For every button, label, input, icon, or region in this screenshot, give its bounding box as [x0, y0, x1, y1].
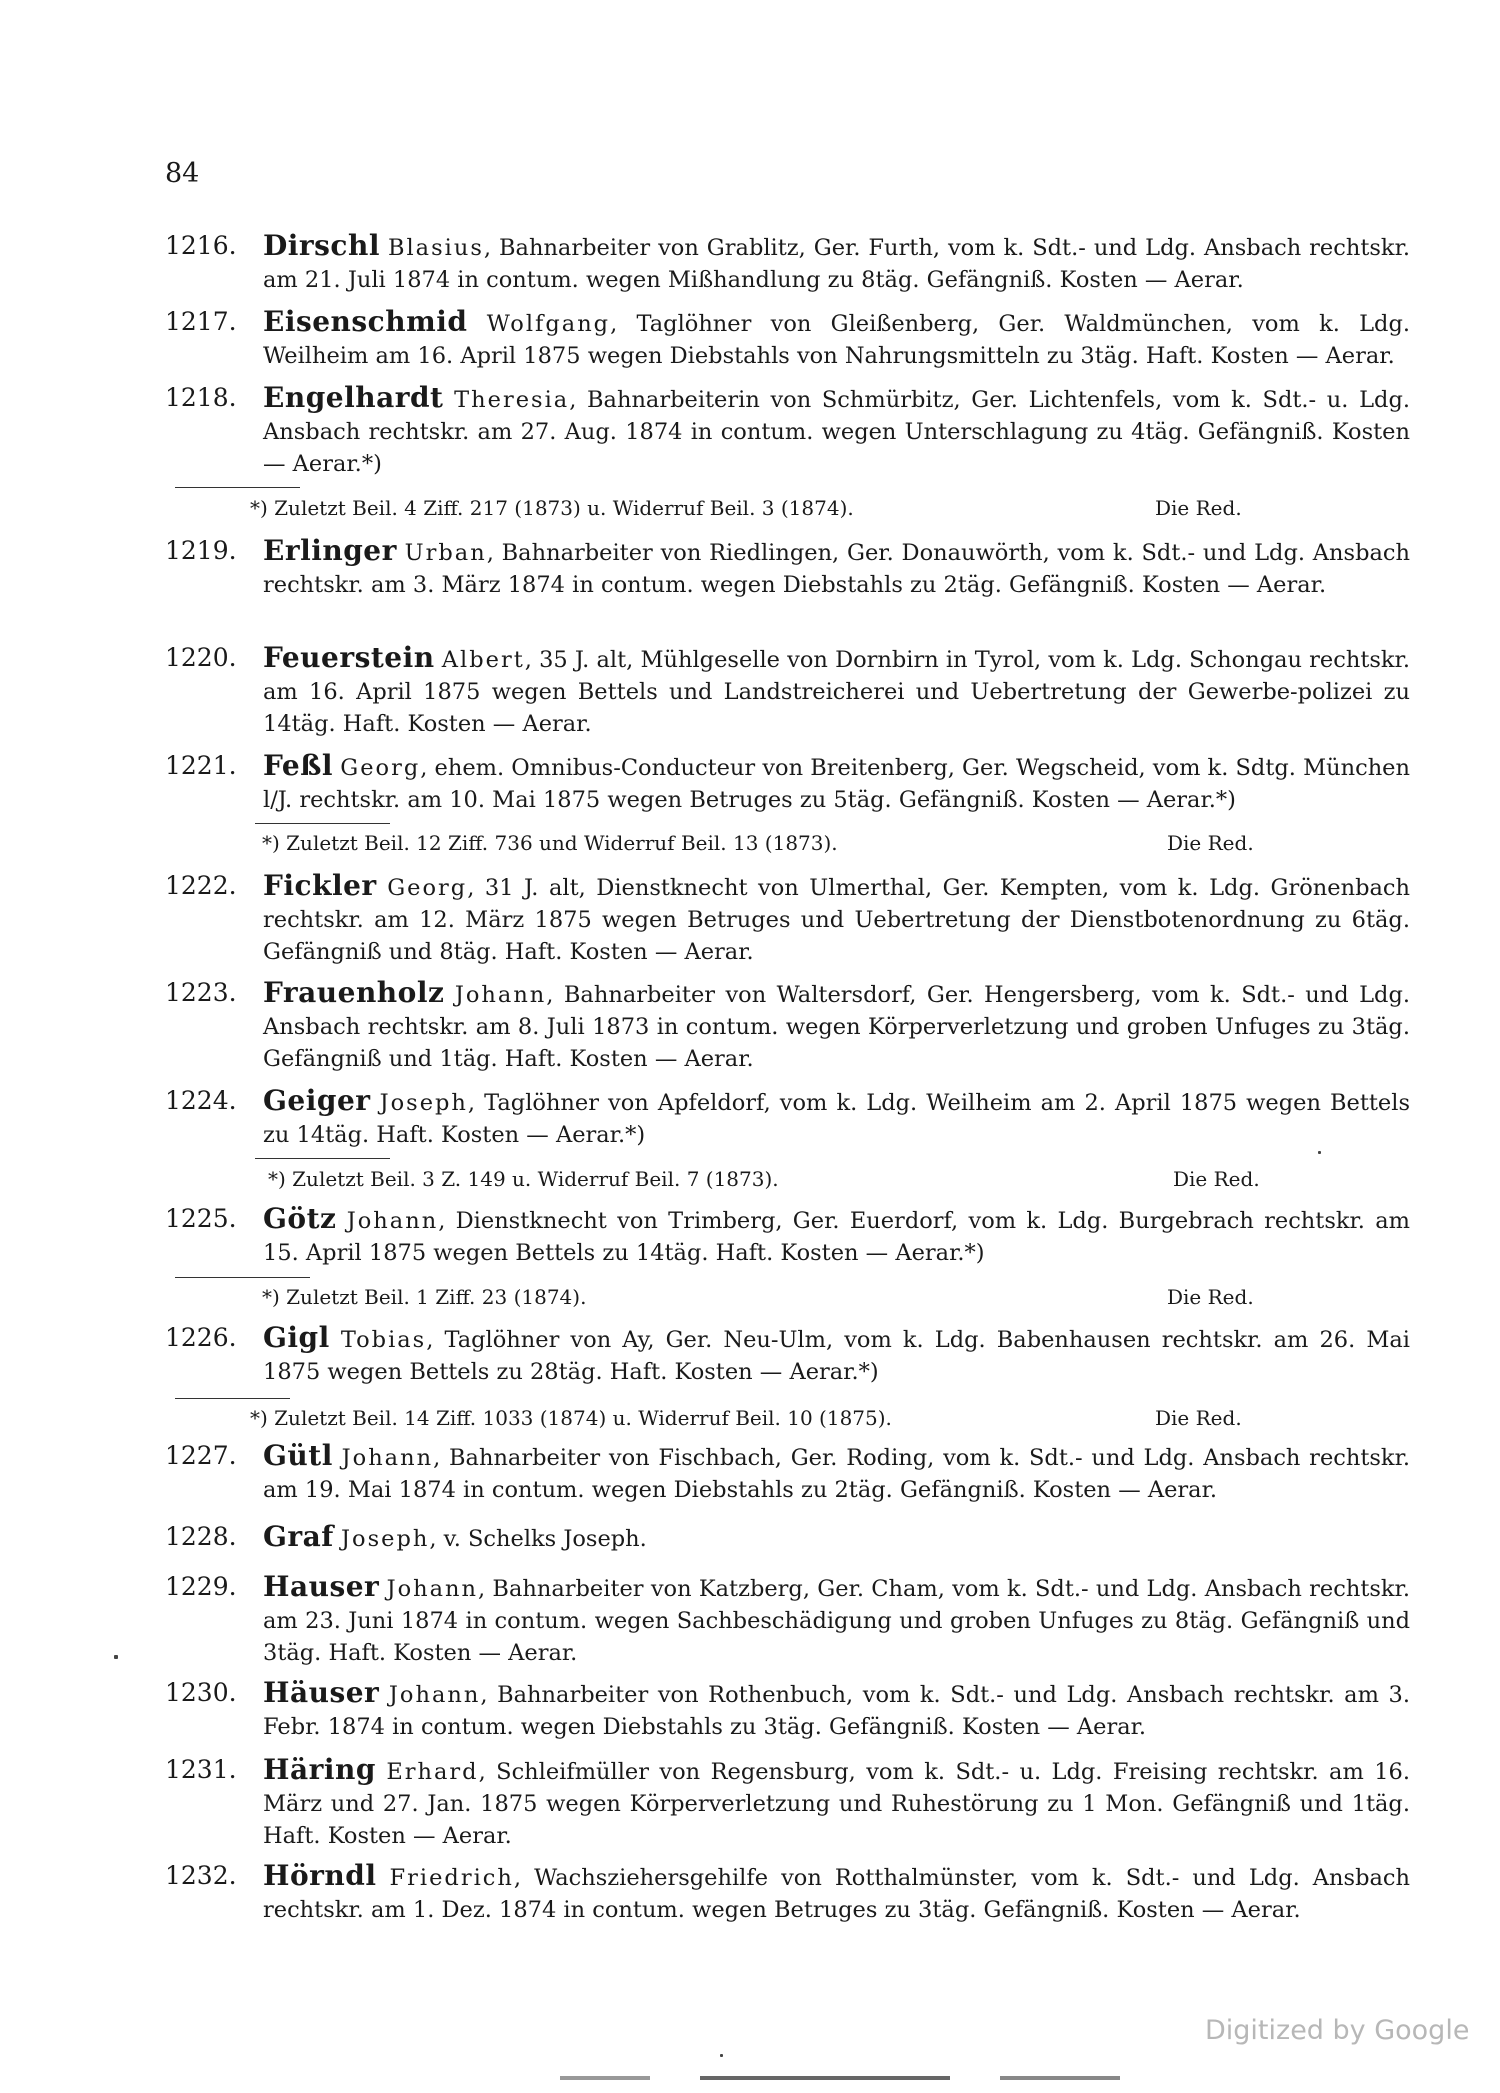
- entry-body: [263, 1677, 1410, 1743]
- entry-surname: Frauenholz: [263, 976, 445, 1009]
- entry-given-name: Joseph: [379, 1090, 468, 1116]
- footnote-rule: [255, 1158, 390, 1159]
- entry-body: [263, 1860, 1410, 1926]
- entry-number: 1223.: [165, 978, 237, 1007]
- entry-text: , Wachsziehersgehilfe von Rotthalmünster, vom k. Sdt.- und Ldg. Ansbach rechtskr. am 1. Dez. 1874 in contum. wegen Betruges zu 3täg. Gefängniß. Kosten — Aerar.: [263, 1865, 1411, 1923]
- footnote-text: *) Zuletzt Beil. 14 Ziff. 1033 (1874) u. Widerruf Beil. 10 (1875).: [250, 1406, 892, 1430]
- register-entry: [165, 306, 1410, 372]
- footnote-credit: Die Red.: [1155, 496, 1242, 520]
- entry-number: 1227.: [165, 1441, 237, 1470]
- scan-edge-strip: [700, 2076, 950, 2080]
- entry-surname: Häring: [263, 1753, 376, 1786]
- entry-body: [263, 306, 1410, 372]
- entry-surname: Graf: [263, 1520, 334, 1553]
- register-entry: [165, 1440, 1410, 1506]
- entry-text: , Bahnarbeiter von Grablitz, Ger. Furth, vom k. Sdt.- und Ldg. Ansbach rechtskr. am 21. Juli 1874 in contum. wegen Mißhandlung zu 8täg. Gefängniß. Kosten — Aerar.: [263, 235, 1410, 293]
- register-entry: [165, 1322, 1410, 1388]
- entry-number: 1221.: [165, 751, 237, 780]
- entry-number: 1222.: [165, 871, 237, 900]
- footnote-text: *) Zuletzt Beil. 1 Ziff. 23 (1874).: [262, 1285, 587, 1309]
- entry-body: [263, 750, 1410, 816]
- entry-given-name: Urban: [404, 540, 487, 566]
- scan-speck: [114, 1655, 118, 1659]
- entry-number: 1220.: [165, 643, 237, 672]
- register-entry: [165, 1677, 1410, 1743]
- footnote-credit: Die Red.: [1167, 831, 1254, 855]
- scan-speck: [1318, 1151, 1321, 1154]
- entry-number: 1232.: [165, 1861, 237, 1890]
- entry-text: , ehem. Omnibus-Conducteur von Breitenberg, Ger. Wegscheid, vom k. Sdtg. München l/J. rechtskr. am 10. Mai 1875 wegen Betruges zu 5täg. Gefängniß. Kosten — Aerar.*): [263, 755, 1410, 813]
- register-entry: [165, 1203, 1410, 1269]
- entry-surname: Hauser: [263, 1570, 380, 1603]
- entry-number: 1228.: [165, 1522, 237, 1551]
- footnote-credit: Die Red.: [1155, 1406, 1242, 1430]
- register-entry: [165, 1860, 1410, 1926]
- entry-text: , Dienstknecht von Trimberg, Ger. Euerdorf, vom k. Ldg. Burgebrach rechtskr. am 15. April 1875 wegen Bettels zu 14täg. Haft. Kosten — Aerar.*): [263, 1208, 1411, 1266]
- entry-surname: Hörndl: [263, 1859, 377, 1892]
- entry-surname: Geiger: [263, 1084, 371, 1117]
- register-entry: [165, 870, 1410, 968]
- register-entry: [165, 642, 1410, 740]
- register-entry: [165, 1571, 1410, 1669]
- entry-body: [263, 1571, 1410, 1669]
- entry-body: [263, 642, 1410, 740]
- entry-given-name: Johann: [388, 1682, 481, 1708]
- register-entry: [165, 1521, 1410, 1555]
- entry-body: [263, 1521, 1410, 1555]
- entry-surname: Dirschl: [263, 229, 380, 262]
- entry-number: 1219.: [165, 536, 237, 565]
- entry-surname: Erlinger: [263, 534, 397, 567]
- footnote-rule: [175, 1277, 310, 1278]
- entry-body: [263, 535, 1410, 601]
- footnote-credit: Die Red.: [1173, 1167, 1260, 1191]
- page-number: 84: [165, 158, 200, 189]
- footnote-rule: [175, 1398, 290, 1399]
- entry-body: [263, 1085, 1410, 1151]
- entry-text: , v. Schelks Joseph.: [429, 1526, 647, 1552]
- footnote-text: *) Zuletzt Beil. 4 Ziff. 217 (1873) u. Widerruf Beil. 3 (1874).: [250, 496, 854, 520]
- entry-body: [263, 1322, 1410, 1388]
- entry-text: , Bahnarbeiter von Rothenbuch, vom k. Sdt.- und Ldg. Ansbach rechtskr. am 3. Febr. 1874 in contum. wegen Diebstahls zu 3täg. Gefängniß. Kosten — Aerar.: [263, 1682, 1410, 1740]
- entry-text: , Bahnarbeiter von Katzberg, Ger. Cham, vom k. Sdt.- und Ldg. Ansbach rechtskr. am 23. Juni 1874 in contum. wegen Sachbeschädigung und groben Unfuges zu 8täg. Gefängniß und 3täg. Haft. Kosten — Aerar.: [263, 1576, 1410, 1666]
- entry-number: 1224.: [165, 1086, 237, 1115]
- register-entry: [165, 382, 1410, 480]
- entry-body: [263, 977, 1410, 1075]
- entry-body: [263, 230, 1410, 296]
- register-entry: [165, 977, 1410, 1075]
- digitized-watermark: Digitized by Google: [1205, 2015, 1470, 2046]
- entry-number: 1217.: [165, 307, 237, 336]
- entry-given-name: Johann: [454, 982, 547, 1008]
- entry-given-name: Tobias: [340, 1327, 427, 1353]
- entry-surname: Gütl: [263, 1439, 333, 1472]
- entry-surname: Häuser: [263, 1676, 380, 1709]
- register-entry: [165, 1754, 1410, 1852]
- entry-given-name: Johann: [386, 1576, 479, 1602]
- entry-number: 1231.: [165, 1755, 237, 1784]
- entry-given-name: Johann: [346, 1208, 439, 1234]
- entry-body: [263, 870, 1410, 968]
- entry-number: 1229.: [165, 1572, 237, 1601]
- register-entry: [165, 230, 1410, 296]
- footnote-text: *) Zuletzt Beil. 12 Ziff. 736 und Widerruf Beil. 13 (1873).: [262, 831, 838, 855]
- scan-speck: [720, 2054, 723, 2057]
- entry-body: [263, 1754, 1410, 1852]
- entry-number: 1230.: [165, 1678, 237, 1707]
- entry-number: 1225.: [165, 1204, 237, 1233]
- entry-body: [263, 382, 1410, 480]
- entry-surname: Feßl: [263, 749, 334, 782]
- entry-text: , Taglöhner von Gleißenberg, Ger. Waldmünchen, vom k. Ldg. Weilheim am 16. April 1875 wegen Diebstahls von Nahrungsmitteln zu 3täg. Haft. Kosten — Aerar.: [263, 311, 1411, 369]
- entry-text: , Taglöhner von Apfeldorf, vom k. Ldg. Weilheim am 2. April 1875 wegen Bettels zu 14täg. Haft. Kosten — Aerar.*): [263, 1090, 1410, 1148]
- entry-number: 1226.: [165, 1323, 237, 1352]
- entry-surname: Gigl: [263, 1321, 330, 1354]
- entry-text: , Bahnarbeiter von Riedlingen, Ger. Donauwörth, vom k. Sdt.- und Ldg. Ansbach rechtskr. am 3. März 1874 in contum. wegen Diebstahls zu 2täg. Gefängniß. Kosten — Aerar.: [263, 540, 1410, 598]
- entry-surname: Götz: [263, 1202, 337, 1235]
- entry-given-name: Joseph: [341, 1526, 430, 1552]
- entry-text: , Bahnarbeiterin von Schmürbitz, Ger. Lichtenfels, vom k. Sdt.- u. Ldg. Ansbach rechtskr. am 27. Aug. 1874 in contum. wegen Unterschlagung zu 4täg. Gefängniß. Kosten — Aerar.*): [263, 387, 1410, 477]
- entry-text: , 35 J. alt, Mühlgeselle von Dornbirn in Tyrol, vom k. Ldg. Schongau rechtskr. am 16. April 1875 wegen Bettels und Landstreicherei und Uebertretung der Gewerbe-polizei zu 14täg. Haft. Kosten — Aerar.: [263, 647, 1410, 737]
- entry-given-name: Georg: [387, 875, 468, 901]
- footnote-rule: [175, 487, 300, 488]
- register-entry: [165, 1085, 1410, 1151]
- footnote-rule: [255, 823, 390, 824]
- entry-text: , Taglöhner von Ay, Ger. Neu-Ulm, vom k. Ldg. Babenhausen rechtskr. am 26. Mai 1875 wegen Bettels zu 28täg. Haft. Kosten — Aerar.*): [263, 1327, 1410, 1385]
- footnote-credit: Die Red.: [1167, 1285, 1254, 1309]
- entry-given-name: Friedrich: [389, 1865, 514, 1891]
- entry-given-name: Wolfgang: [486, 311, 611, 337]
- entry-text: , Bahnarbeiter von Waltersdorf, Ger. Hengersberg, vom k. Sdt.- und Ldg. Ansbach rechtskr. am 8. Juli 1873 in contum. wegen Körperverletzung und groben Unfuges zu 3täg. Gefängniß und 1täg. Haft. Kosten — Aerar.: [263, 982, 1411, 1072]
- entry-given-name: Blasius: [387, 235, 484, 261]
- register-entry: [165, 750, 1410, 816]
- entry-given-name: Theresia: [454, 387, 570, 413]
- entry-body: [263, 1203, 1410, 1269]
- scan-edge-strip: [1000, 2076, 1120, 2080]
- entry-surname: Engelhardt: [263, 381, 444, 414]
- entry-number: 1218.: [165, 383, 237, 412]
- entry-given-name: Georg: [340, 755, 421, 781]
- entry-surname: Feuerstein: [263, 641, 435, 674]
- entry-surname: Fickler: [263, 869, 377, 902]
- entry-given-name: Albert: [441, 647, 525, 673]
- register-entry: [165, 535, 1410, 601]
- footnote-text: *) Zuletzt Beil. 3 Z. 149 u. Widerruf Beil. 7 (1873).: [268, 1167, 779, 1191]
- entry-text: , 31 J. alt, Dienstknecht von Ulmerthal, Ger. Kempten, vom k. Ldg. Grönenbach rechtskr. am 12. März 1875 wegen Betruges und Uebertretung der Dienstbotenordnung zu 6täg. Gefängniß und 8täg. Haft. Kosten — Aerar.: [263, 875, 1410, 965]
- entry-given-name: Erhard: [386, 1759, 479, 1785]
- entry-text: , Schleifmüller von Regensburg, vom k. Sdt.- u. Ldg. Freising rechtskr. am 16. März und 27. Jan. 1875 wegen Körperverletzung und Ruhestörung zu 1 Mon. Gefängniß und 1täg. Haft. Kosten — Aerar.: [263, 1759, 1410, 1849]
- entry-body: [263, 1440, 1410, 1506]
- scan-edge-strip: [560, 2076, 650, 2080]
- entry-given-name: Johann: [341, 1445, 434, 1471]
- entry-surname: Eisenschmid: [263, 305, 468, 338]
- entry-text: , Bahnarbeiter von Fischbach, Ger. Roding, vom k. Sdt.- und Ldg. Ansbach rechtskr. am 19. Mai 1874 in contum. wegen Diebstahls zu 2täg. Gefängniß. Kosten — Aerar.: [263, 1445, 1411, 1503]
- entry-number: 1216.: [165, 231, 237, 260]
